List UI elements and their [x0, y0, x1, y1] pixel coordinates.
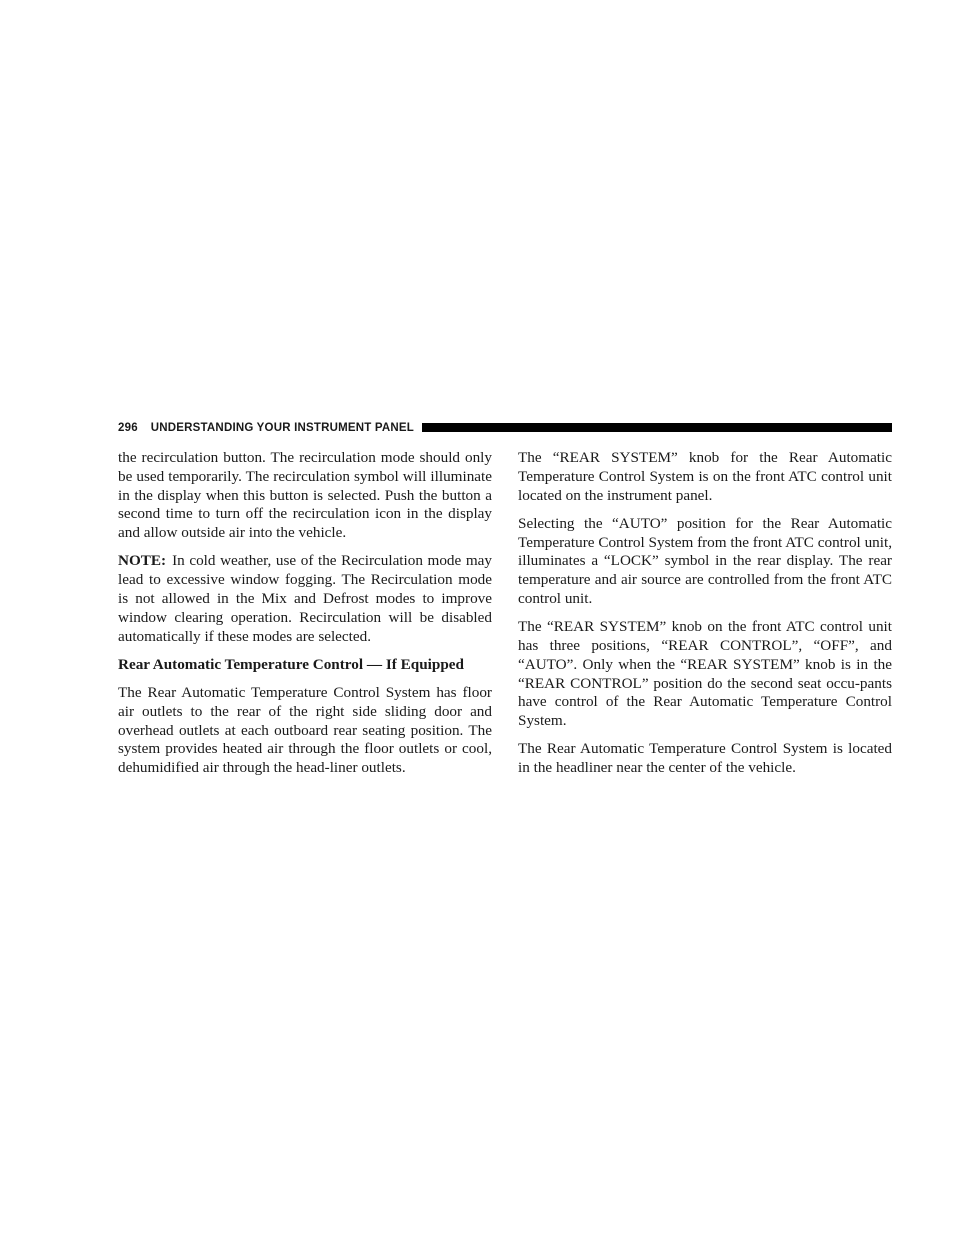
recirculation-paragraph: the recirculation button. The recirculation mode should only be used temporarily. The recirculation symbol will illuminate in the display when this button is selected. Push the button a second time to turn off the recirculation icon in the display and allow outside air into the vehicle. [118, 449, 492, 542]
right-column [518, 449, 892, 787]
section-title: UNDERSTANDING YOUR INSTRUMENT PANEL [150, 421, 414, 434]
rear-atc-heading: Rear Automatic Temperature Control — If Equipped [118, 655, 464, 673]
left-column [118, 449, 492, 787]
note-label: NOTE: [118, 552, 167, 570]
page-header [118, 420, 892, 435]
auto-position-paragraph: Selecting the “AUTO” position for the Rear Automatic Temperature Control System from the front ATC control unit, illuminates a “LOCK” symbol in the rear display. The rear temperature and air source are controlled from the front ATC control unit. [518, 514, 892, 607]
knob-positions-paragraph: The “REAR SYSTEM” knob on the front ATC control unit has three positions, “REAR CONTROL”, “OFF”, and “AUTO”. Only when the “REAR SYSTEM” knob is in the “REAR CONTROL” position do the second seat occu-pants have control of the Rear Automatic Temperature Control System. [518, 618, 892, 730]
note-paragraph [118, 552, 492, 646]
rear-atc-paragraph: The Rear Automatic Temperature Control System has floor air outlets to the rear of the right side sliding door and overhead outlets at each outboard rear seating position. The system provides heated air through the floor outlets or cool, dehumidified air through the head-liner outlets. [118, 683, 492, 777]
header-rule-bar [422, 423, 892, 432]
note-text: In cold weather, use of the Recirculation mode may lead to excessive window fogging. The Recirculation mode is not allowed in the Mix and Defrost modes to improve window clearing operation. Recirculation will be disabled automatically if these modes are selected. [118, 552, 492, 645]
rear-system-knob-paragraph: The “REAR SYSTEM” knob for the Rear Automatic Temperature Control System is on the front ATC control unit located on the instrument panel. [518, 449, 892, 504]
page-number: 296 [118, 421, 138, 434]
system-location-paragraph: The Rear Automatic Temperature Control System is located in the headliner near the center of the vehicle. [518, 740, 892, 777]
